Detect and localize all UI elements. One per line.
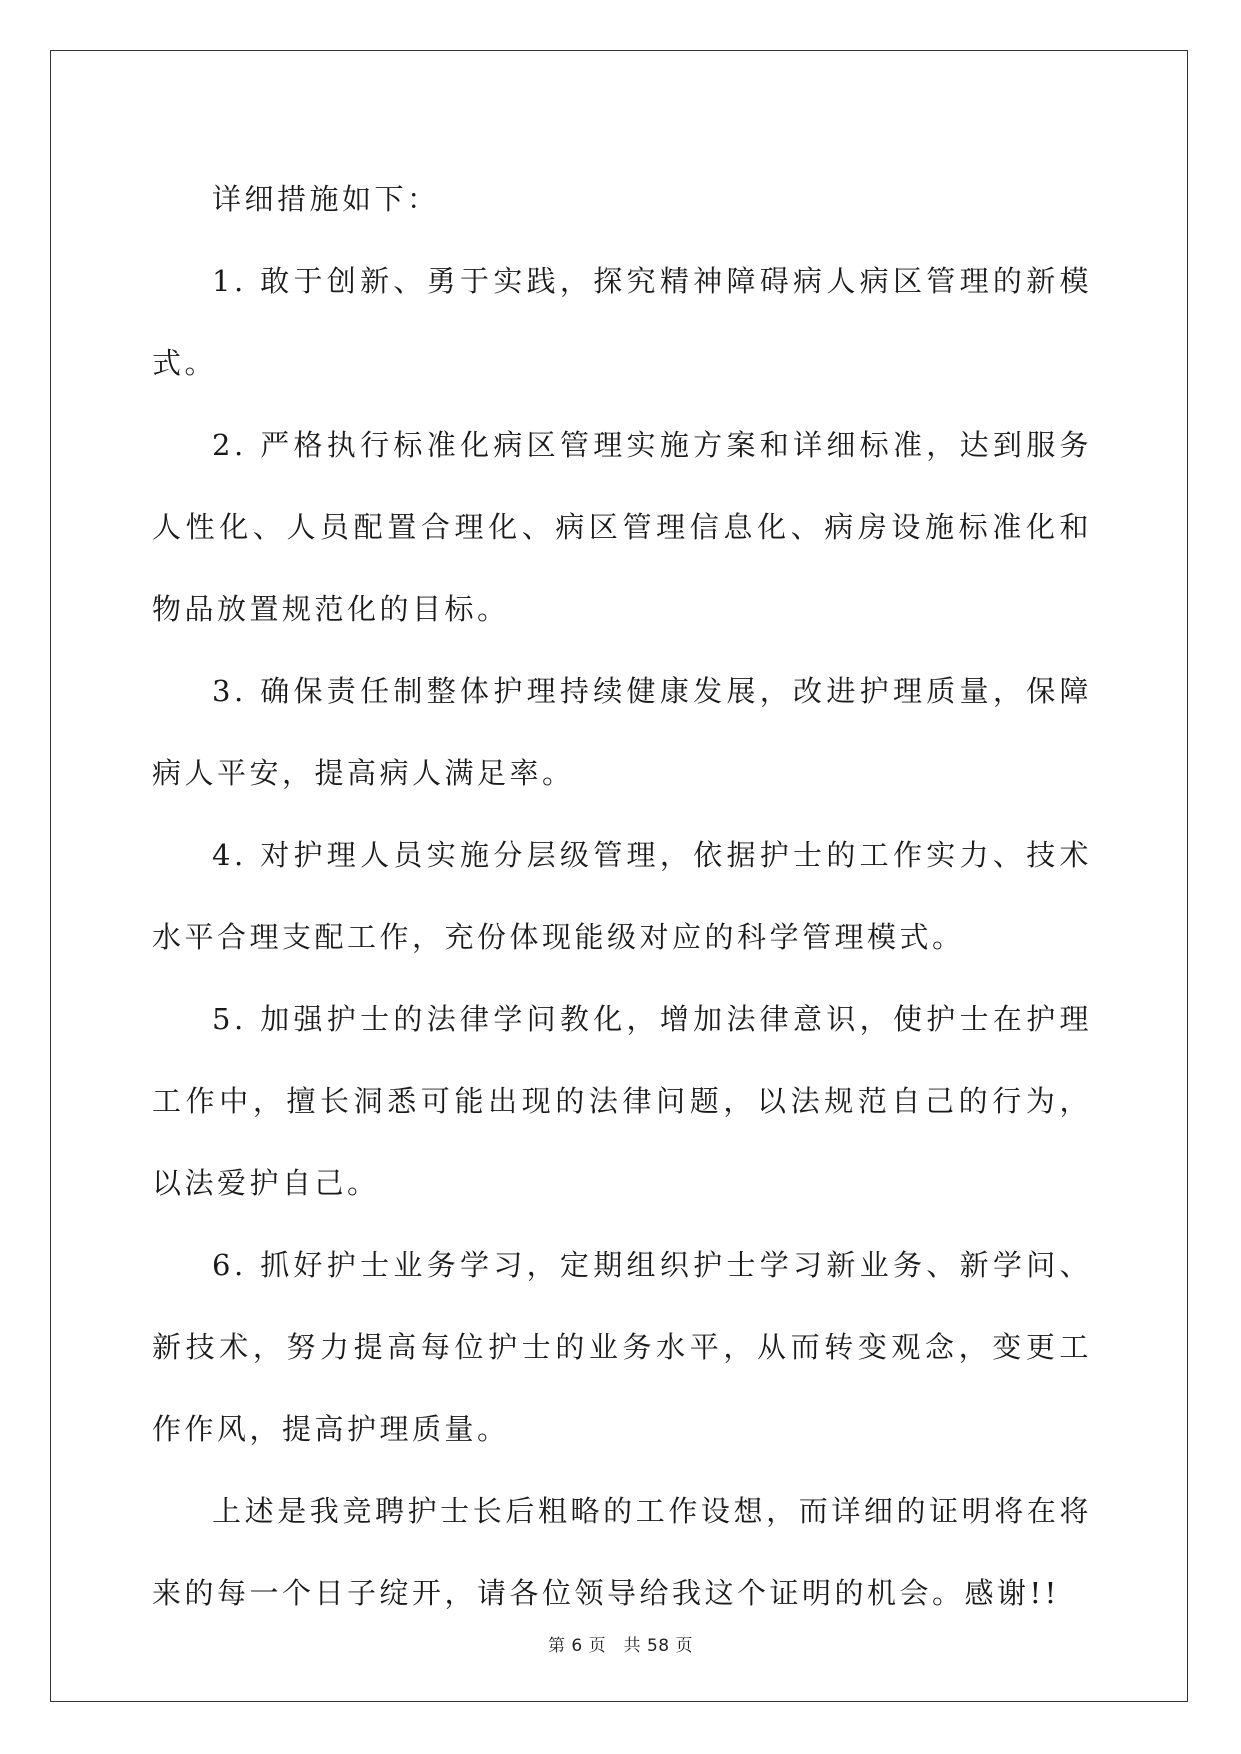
document-body xyxy=(152,158,1092,1634)
page-footer xyxy=(0,1631,1241,1656)
paragraph-item-4: 4. 对护理人员实施分层级管理，依据护士的工作实力、技术水平合理支配工作，充份体现能级对应的科学管理模式。 xyxy=(152,838,1092,954)
paragraph-intro: 详细措施如下： xyxy=(212,182,440,216)
paragraph-item-1: 1. 敢于创新、勇于实践，探究精神障碍病人病区管理的新模式。 xyxy=(152,264,1092,380)
paragraph-item-2: 2. 严格执行标准化病区管理实施方案和详细标准，达到服务人性化、人员配置合理化、病区管理信息化、病房设施标准化和物品放置规范化的目标。 xyxy=(152,428,1092,626)
paragraph-item-6: 6. 抓好护士业务学习，定期组织护士学习新业务、新学问、新技术，努力提高每位护士的业务水平，从而转变观念，变更工作作风，提高护理质量。 xyxy=(152,1248,1092,1446)
paragraph-closing: 上述是我竞聘护士长后粗略的工作设想，而详细的证明将在将来的每一个日子绽开，请各位领导给我这个证明的机会。感谢!! xyxy=(152,1494,1092,1610)
page-number-label: 第 6 页 共 58 页 xyxy=(547,1636,694,1656)
paragraph-item-5: 5. 加强护士的法律学问教化，增加法律意识，使护士在护理工作中，擅长洞悉可能出现的法律问题，以法规范自己的行为，以法爱护自己。 xyxy=(152,1002,1092,1200)
paragraph-item-3: 3. 确保责任制整体护理持续健康发展，改进护理质量，保障病人平安，提高病人满足率。 xyxy=(152,674,1092,790)
